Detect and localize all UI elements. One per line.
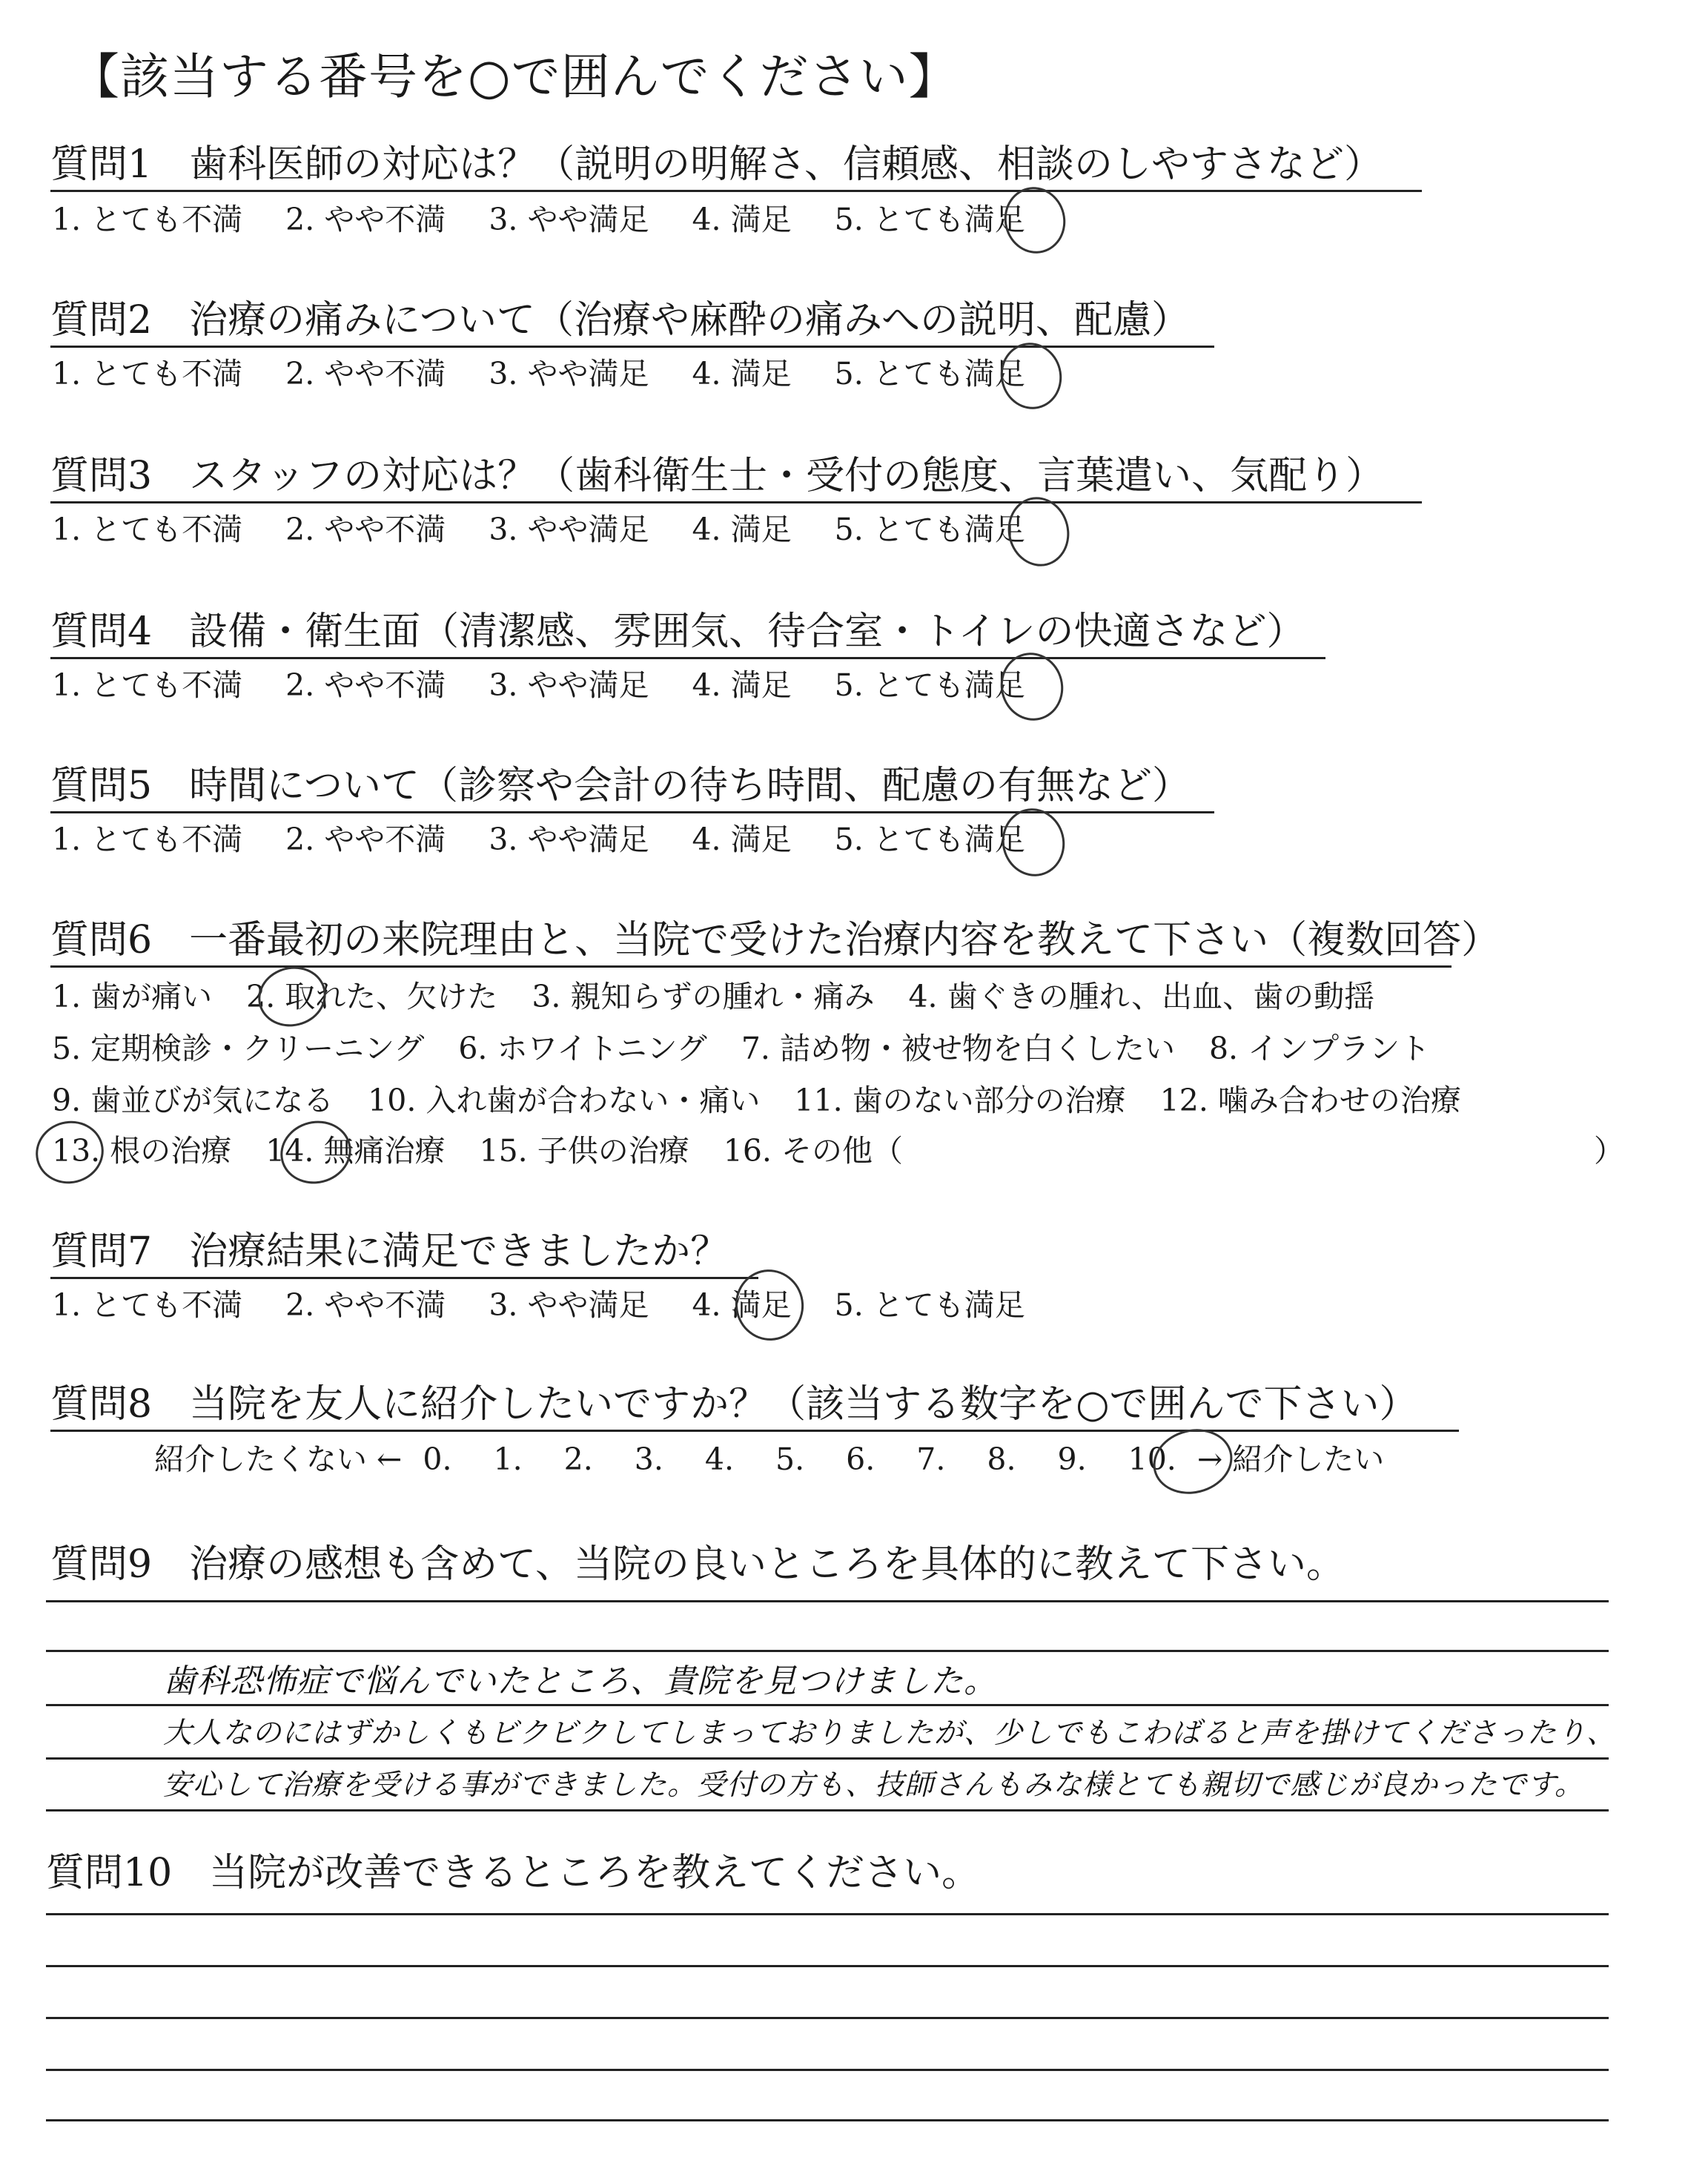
question-text: スタッフの対応は？（歯科衛生士・受付の態度、言葉遣い、気配り） <box>189 454 1385 498</box>
option-4[interactable]: 4. 満足 <box>692 202 792 237</box>
scale-left-label: 紹介したくない ← <box>154 1441 403 1477</box>
scale-8[interactable]: 8. <box>987 1441 1016 1477</box>
question-text: 治療の痛みについて（治療や麻酔の痛みへの説明、配慮） <box>189 298 1191 343</box>
question-text: 歯科医師の対応は？（説明の明解さ、信頼感、相談のしやすさなど） <box>189 142 1383 187</box>
handwritten-answer-line-1: 歯科恐怖症で悩んでいたところ、貴院を見つけました。 <box>163 1662 997 1700</box>
q6-option-14[interactable]: 14. 無痛治療 <box>265 1133 446 1169</box>
q4-options <box>52 666 1068 704</box>
option-2[interactable]: 2. やや不満 <box>285 822 446 857</box>
question-text: 当院を友人に紹介したいですか？（該当する数字を○で囲んで下さい） <box>189 1382 1418 1427</box>
answer-line <box>46 2119 1609 2121</box>
question-1 <box>50 141 1383 188</box>
scale-right-label: → 紹介したい <box>1196 1441 1385 1477</box>
answer-line <box>46 2069 1609 2071</box>
option-5[interactable]: 5. とても満足 <box>834 1287 1025 1323</box>
answer-circle <box>993 336 1068 415</box>
question-2 <box>50 297 1190 344</box>
answer-line <box>46 1600 1609 1602</box>
answer-circle <box>252 960 333 1034</box>
answer-line <box>46 1965 1609 1967</box>
answer-circle <box>29 1114 110 1191</box>
question-9 <box>50 1541 1345 1588</box>
option-4[interactable]: 4. 満足 <box>692 1287 792 1323</box>
answer-circle <box>1146 1421 1239 1502</box>
option-3[interactable]: 3. やや満足 <box>489 356 649 392</box>
answer-circle <box>997 180 1072 260</box>
scale-2[interactable]: 2. <box>563 1441 593 1477</box>
question-text: 設備・衛生面（清潔感、雰囲気、待合室・トイレの快適さなど） <box>189 610 1305 654</box>
q6-row-4 <box>52 1132 937 1170</box>
option-2[interactable]: 2. やや不満 <box>285 1287 446 1323</box>
q2-options <box>52 354 1068 393</box>
question-text: 時間について（診察や会計の待ち時間、配慮の有無など） <box>189 764 1191 808</box>
option-3[interactable]: 3. やや満足 <box>489 202 649 237</box>
answer-line <box>46 2017 1609 2019</box>
option-5[interactable]: 5. とても満足 <box>834 667 1025 703</box>
question-text: 治療の感想も含めて、当院の良いところを具体的に教えて下さい。 <box>189 1542 1345 1587</box>
q6-option-16[interactable]: 16. その他（ <box>723 1133 903 1169</box>
question-text: 一番最初の来院理由と、当院で受けた治療内容を教えて下さい（複数回答） <box>189 918 1500 962</box>
question-8 <box>50 1381 1417 1428</box>
answer-line <box>46 1650 1609 1652</box>
q6-option-15[interactable]: 15. 子供の治療 <box>479 1133 689 1169</box>
q6-option-7[interactable]: 7. 詰め物・被せ物を白くしたい <box>741 1031 1175 1066</box>
q6-option-4[interactable]: 4. 歯ぐきの腫れ、出血、歯の動揺 <box>908 979 1375 1014</box>
scale-10[interactable]: 10. <box>1128 1441 1176 1477</box>
option-1[interactable]: 1. とても不満 <box>52 202 243 237</box>
q6-option-5[interactable]: 5. 定期検診・クリーニング <box>52 1031 425 1066</box>
option-1[interactable]: 1. とても不満 <box>52 1287 243 1323</box>
q6-row-1 <box>52 977 1409 1016</box>
option-1[interactable]: 1. とても不満 <box>52 667 243 703</box>
option-5[interactable]: 5. とても満足 <box>834 356 1025 392</box>
option-2[interactable]: 2. やや不満 <box>285 202 446 237</box>
q6-other-close-paren: ） <box>1594 1133 1624 1169</box>
option-5[interactable]: 5. とても満足 <box>834 822 1025 857</box>
option-4[interactable]: 4. 満足 <box>692 667 792 703</box>
handwritten-answer-line-3: 安心して治療を受ける事ができました。受付の方も、技師さんもみな様とても親切で感じが良かったです。 <box>163 1768 1584 1802</box>
option-4[interactable]: 4. 満足 <box>692 512 792 547</box>
scale-6[interactable]: 6. <box>846 1441 875 1477</box>
question-underline <box>50 190 1422 192</box>
option-3[interactable]: 3. やや満足 <box>489 1287 649 1323</box>
question-underline <box>50 657 1325 659</box>
option-5[interactable]: 5. とても満足 <box>834 512 1025 547</box>
answer-line <box>46 1757 1609 1760</box>
q5-options <box>52 820 1068 859</box>
question-number: 質問3 <box>50 454 153 498</box>
answer-line <box>46 1809 1609 1811</box>
question-underline <box>50 501 1422 503</box>
option-4[interactable]: 4. 満足 <box>692 822 792 857</box>
answer-circle <box>274 1114 357 1192</box>
q6-option-13[interactable]: 13. 根の治療 <box>52 1133 232 1169</box>
question-number: 質問5 <box>50 764 153 808</box>
q1-options <box>52 200 1068 239</box>
scale-3[interactable]: 3. <box>634 1441 663 1477</box>
question-underline <box>50 965 1452 968</box>
answer-line <box>46 1704 1609 1706</box>
scale-7[interactable]: 7. <box>916 1441 946 1477</box>
question-6 <box>50 916 1500 964</box>
question-underline <box>50 1430 1459 1432</box>
q6-row-3 <box>52 1081 1495 1120</box>
q6-option-10[interactable]: 10. 入れ歯が合わない・痛い <box>368 1083 761 1118</box>
question-4 <box>50 608 1305 655</box>
question-number: 質問7 <box>50 1229 153 1274</box>
question-text: 当院が改善できるところを教えてください。 <box>209 1851 981 1895</box>
option-3[interactable]: 3. やや満足 <box>489 822 649 857</box>
question-number: 質問1 <box>50 142 153 187</box>
answer-circle <box>728 1262 811 1347</box>
question-3 <box>50 452 1384 500</box>
option-4[interactable]: 4. 満足 <box>692 356 792 392</box>
scale-1[interactable]: 1. <box>493 1441 523 1477</box>
question-10 <box>46 1849 980 1897</box>
option-5[interactable]: 5. とても満足 <box>834 202 1025 237</box>
question-number: 質問10 <box>46 1851 173 1895</box>
answer-line <box>46 1913 1609 1915</box>
q3-options <box>52 510 1068 549</box>
q6-row-2 <box>52 1029 1464 1068</box>
q7-options <box>52 1286 1068 1324</box>
q6-option-2[interactable]: 2. 取れた、欠けた <box>246 979 498 1014</box>
option-2[interactable]: 2. やや不満 <box>285 512 446 547</box>
question-number: 質問9 <box>50 1542 153 1587</box>
scale-9[interactable]: 9. <box>1057 1441 1087 1477</box>
question-text: 治療結果に満足できましたか？ <box>189 1229 729 1274</box>
option-1[interactable]: 1. とても不満 <box>52 822 243 857</box>
q6-option-1[interactable]: 1. 歯が痛い <box>52 979 213 1014</box>
page-title: 【該当する番号を○で囲んでください】 <box>70 48 959 105</box>
question-7 <box>50 1228 729 1275</box>
answer-circle <box>995 802 1072 883</box>
handwritten-answer-line-2: 大人なのにはずかしくもビクビクしてしまっておりましたが、少しでもこわばると声を掛けてくださったり、 <box>163 1717 1617 1750</box>
q6-option-11[interactable]: 11. 歯のない部分の治療 <box>794 1083 1126 1118</box>
option-3[interactable]: 3. やや満足 <box>489 667 649 703</box>
scale-4[interactable]: 4. <box>704 1441 735 1477</box>
q6-option-8[interactable]: 8. インプラント <box>1208 1031 1431 1066</box>
q6-option-6[interactable]: 6. ホワイトニング <box>458 1031 707 1066</box>
option-1[interactable]: 1. とても不満 <box>52 356 243 392</box>
question-underline <box>50 1277 758 1279</box>
scale-0[interactable]: 0. <box>423 1441 452 1477</box>
scale-5[interactable]: 5. <box>775 1441 805 1477</box>
option-3[interactable]: 3. やや満足 <box>489 512 649 547</box>
q6-option-9[interactable]: 9. 歯並びが気になる <box>52 1083 334 1118</box>
option-2[interactable]: 2. やや不満 <box>285 356 446 392</box>
option-1[interactable]: 1. とても不満 <box>52 512 243 547</box>
question-5 <box>50 762 1191 810</box>
q6-option-12[interactable]: 12. 噛み合わせの治療 <box>1159 1083 1461 1118</box>
question-number: 質問6 <box>50 918 153 962</box>
question-number: 質問4 <box>50 610 153 654</box>
q6-option-3[interactable]: 3. 親知らずの腫れ・痛み <box>532 979 875 1014</box>
option-2[interactable]: 2. やや不満 <box>285 667 446 703</box>
question-number: 質問8 <box>50 1382 153 1427</box>
question-number: 質問2 <box>50 298 153 343</box>
